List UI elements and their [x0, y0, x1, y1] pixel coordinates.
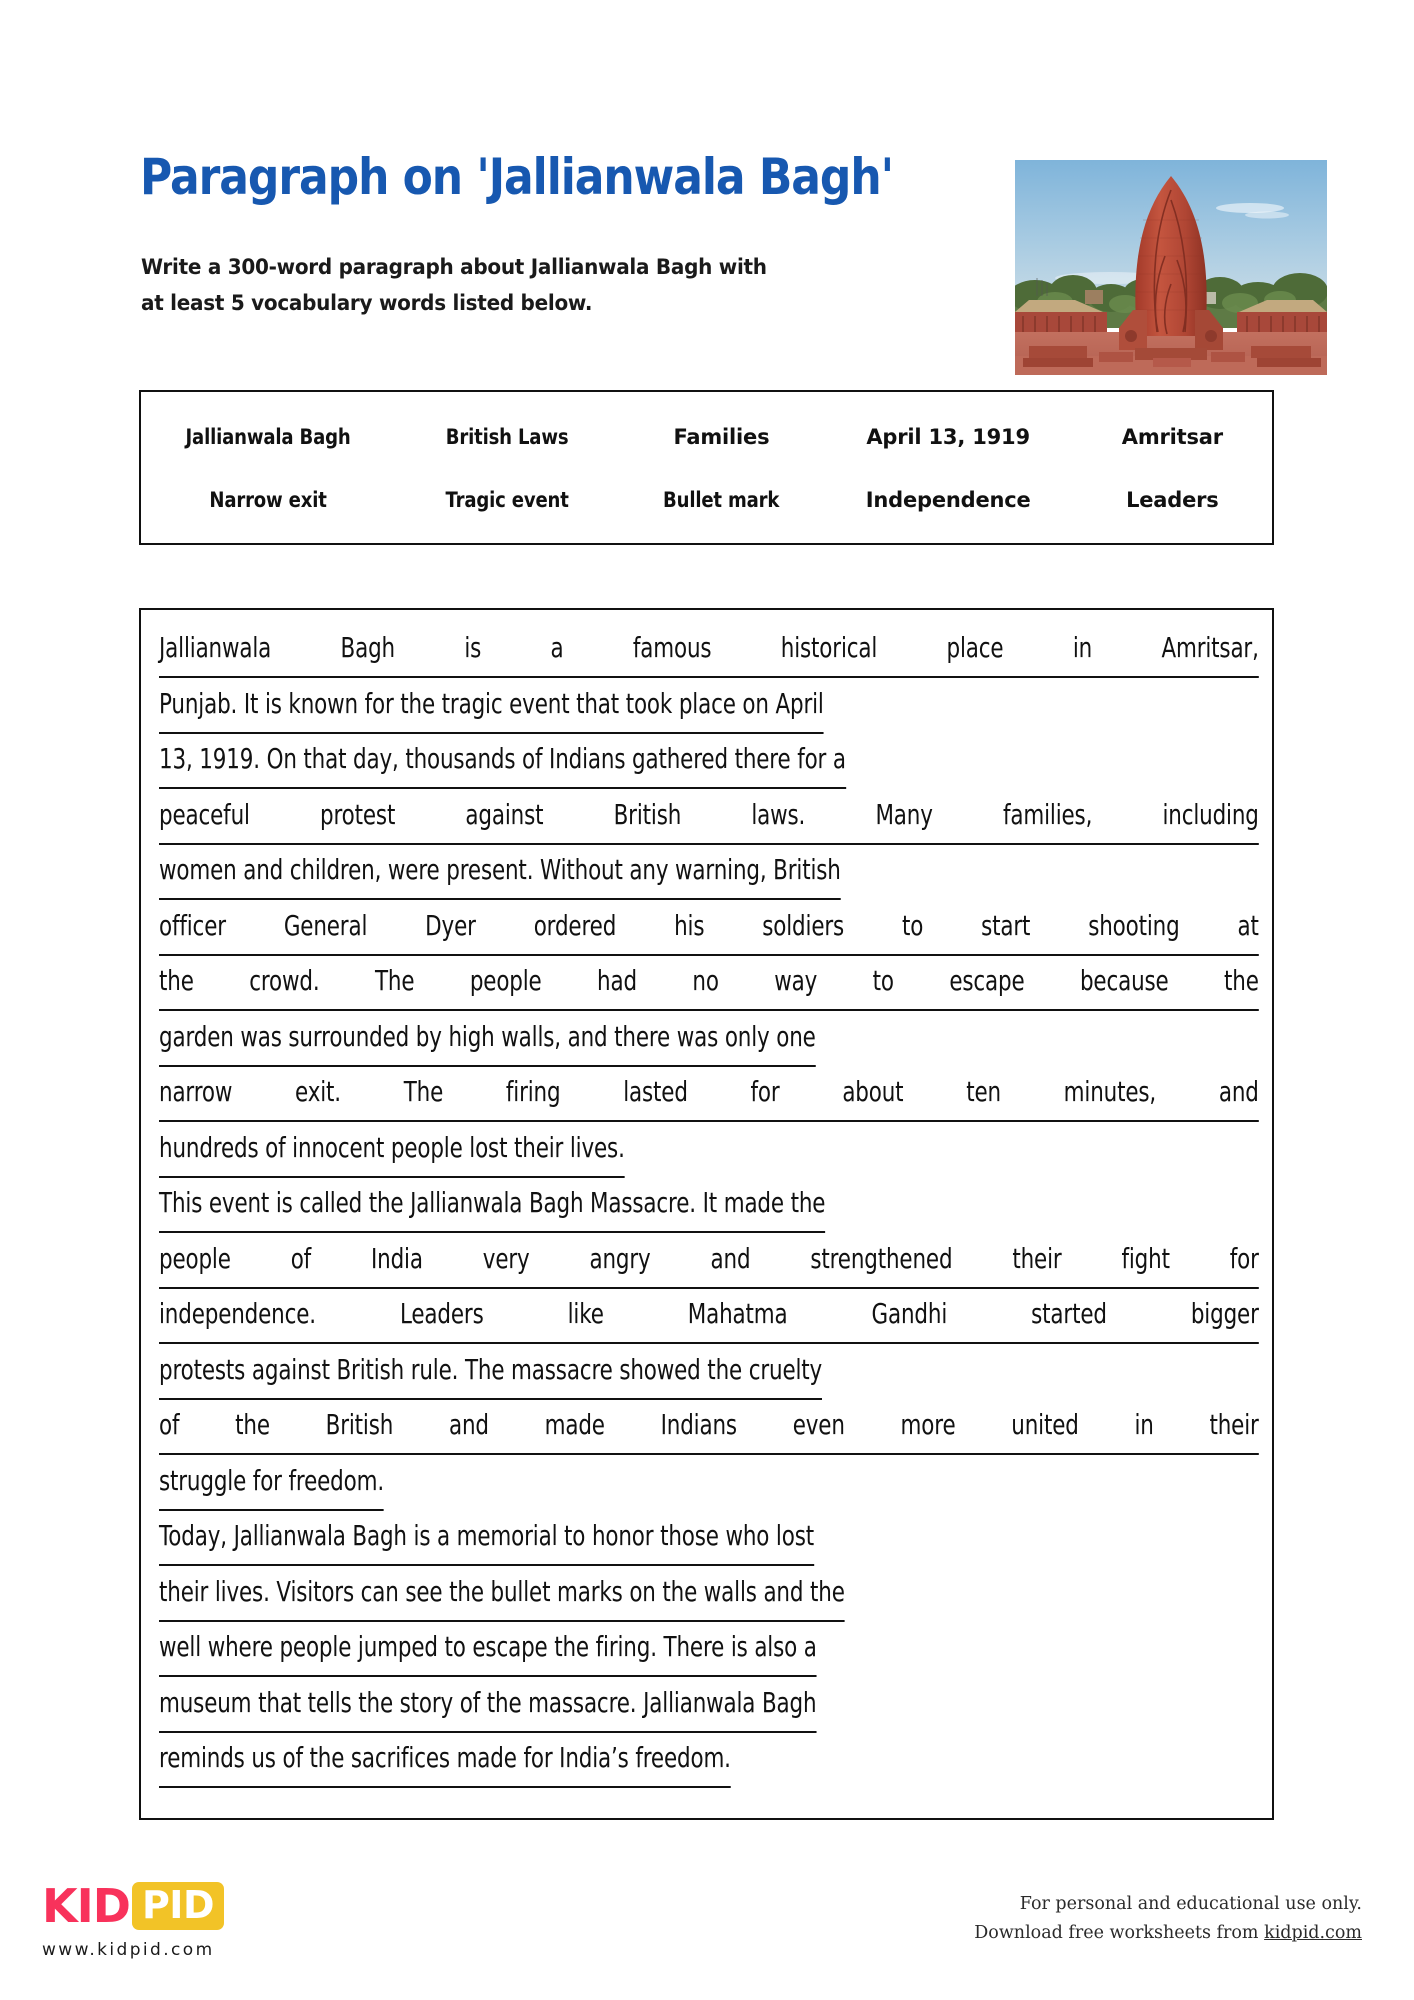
credit-line-2-prefix: Download free worksheets from [974, 1923, 1265, 1943]
paragraph-line [159, 1179, 1254, 1235]
paragraph-word: made [544, 1409, 605, 1441]
paragraph-word: united [1011, 1409, 1079, 1441]
paragraph-line [159, 624, 1259, 680]
paragraph-word: Many [875, 798, 933, 831]
paragraph-word: place [946, 632, 1004, 664]
paragraph-line-text [159, 1068, 1259, 1122]
paragraph-word: The [374, 965, 415, 997]
vocabulary-word: Leaders [1126, 488, 1219, 512]
paragraph-line-text: museum that tells the story of the massacre. Jallianwala Bagh [159, 1679, 816, 1733]
paragraph-line-text: hundreds of innocent people lost their lives. [159, 1124, 625, 1178]
kidpid-logo [42, 1880, 342, 1960]
paragraph-word: his [674, 909, 705, 942]
paragraph-word: no [692, 965, 719, 997]
paragraph-word: Amritsar, [1161, 632, 1259, 664]
paragraph-word: including [1162, 798, 1259, 831]
logo-website-url: www.kidpid.com [42, 1940, 215, 1960]
paragraph-line-text: protests against British rule. The massacre showed the cruelty [159, 1346, 822, 1400]
instruction-line-2: at least 5 vocabulary words listed below. [141, 291, 593, 316]
paragraph-word: firing [505, 1076, 561, 1108]
answer-paragraph-box[interactable] [139, 608, 1274, 1820]
paragraph-word: to [872, 965, 894, 997]
paragraph-line [159, 680, 1254, 736]
paragraph-line-text [159, 1290, 1259, 1344]
paragraph-word: fight [1121, 1242, 1170, 1275]
paragraph-word: British [325, 1409, 394, 1441]
paragraph-line-text [159, 957, 1259, 1011]
paragraph-line-text [159, 1235, 1259, 1289]
paragraph-word: of [290, 1242, 312, 1275]
jallianwala-bagh-memorial-photo [1015, 160, 1327, 375]
credit-line-1: For personal and educational use only. [1019, 1894, 1362, 1914]
vocabulary-word: Independence [865, 488, 1031, 512]
paragraph-line-text: women and children, were present. Without any warning, British [159, 846, 841, 900]
paragraph-word: people [469, 965, 542, 997]
paragraph-word: laws. [751, 798, 806, 831]
paragraph-line [159, 1568, 1254, 1624]
paragraph-word: in [1134, 1409, 1154, 1441]
worksheet-header [0, 0, 1414, 390]
paragraph-word: soldiers [762, 909, 845, 942]
paragraph-word: the [159, 965, 194, 997]
logo-pid-text: PID [132, 1882, 224, 1930]
vocabulary-word: Families [673, 425, 770, 449]
logo-kid-text: KID [42, 1879, 130, 1933]
credits-block [974, 1890, 1362, 1948]
paragraph-line [159, 1457, 1254, 1513]
paragraph-line-text [159, 902, 1259, 956]
paragraph-word: for [1229, 1242, 1259, 1275]
paragraph-word: more [900, 1409, 956, 1441]
paragraph-word: famous [632, 632, 712, 664]
instruction-line-1: Write a 300-word paragraph about Jallianwala Bagh with [141, 255, 767, 280]
paragraph-word: about [842, 1076, 904, 1108]
paragraph-word: Gandhi [871, 1298, 948, 1330]
kidpid-download-link[interactable]: kidpid.com [1264, 1923, 1362, 1943]
vocabulary-word: Jallianwala Bagh [185, 425, 351, 449]
vocabulary-word: Narrow exit [209, 488, 327, 512]
paragraph-word: Leaders [399, 1298, 484, 1330]
paragraph-word: at [1237, 909, 1259, 942]
paragraph-word: minutes, [1063, 1076, 1157, 1108]
vocabulary-row-1 [141, 412, 1272, 462]
paragraph-word: Bagh [340, 632, 395, 664]
paragraph-line [159, 791, 1259, 847]
paragraph-word: of [159, 1409, 180, 1441]
paragraph-line [159, 1235, 1259, 1291]
paragraph-line [159, 1401, 1259, 1457]
paragraph-word: strengthened [810, 1242, 953, 1275]
paragraph-word: to [901, 909, 924, 942]
vocabulary-word-bank [139, 390, 1274, 545]
paragraph-word: had [597, 965, 637, 997]
paragraph-line [159, 1068, 1259, 1124]
paragraph-word: independence. [159, 1298, 316, 1330]
paragraph-line [159, 1290, 1259, 1346]
paragraph-word: the [235, 1409, 270, 1441]
paragraph-line-text: garden was surrounded by high walls, and there was only one [159, 1013, 816, 1067]
paragraph-word: British [613, 798, 682, 831]
paragraph-line [159, 735, 1254, 791]
vocabulary-word: Amritsar [1121, 425, 1223, 449]
paragraph-word: started [1031, 1298, 1107, 1330]
paragraph-word: people [159, 1242, 231, 1275]
paragraph-word: General [283, 909, 368, 942]
paragraph-word: bigger [1190, 1298, 1259, 1330]
paragraph-word: peaceful [159, 798, 250, 831]
paragraph-line-text: Punjab. It is known for the tragic event that took place on April [159, 680, 824, 734]
paragraph-word: way [774, 965, 818, 997]
paragraph-word: officer [159, 909, 226, 942]
paragraph-word: and [448, 1409, 489, 1441]
paragraph-word: Jallianwala [159, 632, 272, 664]
paragraph-line-text: reminds us of the sacrifices made for India’s freedom. [159, 1734, 731, 1788]
paragraph-word: shooting [1088, 909, 1180, 942]
instruction-text [141, 250, 792, 322]
paragraph-word: the [1224, 965, 1259, 997]
paragraph-word: against [465, 798, 544, 831]
paragraph-word: in [1072, 632, 1093, 664]
paragraph-line-text [159, 1401, 1259, 1455]
paragraph-word: like [567, 1298, 604, 1330]
credit-line-2 [974, 1919, 1362, 1948]
paragraph-word: lasted [623, 1076, 688, 1108]
paragraph-word: and [1218, 1076, 1259, 1108]
page-title: Paragraph on 'Jallianwala Bagh' [140, 148, 894, 206]
paragraph-word: families, [1002, 798, 1093, 831]
vocabulary-word: Tragic event [445, 488, 569, 512]
paragraph-line [159, 1734, 1254, 1790]
paragraph-word: a [550, 632, 564, 664]
paragraph-line-text [159, 624, 1259, 678]
paragraph-line [159, 957, 1259, 1013]
paragraph-word: start [981, 909, 1031, 942]
paragraph-word: and [710, 1242, 751, 1275]
paragraph-word: escape [949, 965, 1025, 997]
paragraph-line-text: their lives. Visitors can see the bullet marks on the walls and the [159, 1568, 845, 1622]
paragraph-word: The [403, 1076, 444, 1108]
paragraph-line-text [159, 791, 1259, 845]
paragraph-line-text: well where people jumped to escape the firing. There is also a [159, 1623, 817, 1677]
paragraph-word: Indians [660, 1409, 737, 1441]
paragraph-word: protest [320, 798, 396, 831]
paragraph-word: India [370, 1242, 423, 1275]
paragraph-line [159, 1512, 1254, 1568]
paragraph-word: exit. [295, 1076, 341, 1108]
paragraph-word: ten [966, 1076, 1001, 1108]
worksheet-footer [0, 1860, 1414, 2000]
vocabulary-row-2 [141, 475, 1272, 525]
vocabulary-word: April 13, 1919 [866, 425, 1030, 449]
paragraph-word: angry [589, 1242, 651, 1275]
vocabulary-word: Bullet mark [663, 488, 780, 512]
vocabulary-word: British Laws [445, 425, 569, 449]
paragraph-line [159, 1013, 1254, 1069]
paragraph-line [159, 1346, 1254, 1402]
paragraph-line [159, 902, 1259, 958]
paragraph-word: ordered [533, 909, 617, 942]
paragraph-line [159, 1623, 1254, 1679]
paragraph-word: even [792, 1409, 845, 1441]
paragraph-word: their [1012, 1242, 1062, 1275]
paragraph-word: very [482, 1242, 530, 1275]
paragraph-word: historical [780, 632, 878, 664]
handwritten-paragraph[interactable] [159, 624, 1259, 1790]
paragraph-line-text: Today, Jallianwala Bagh is a memorial to honor those who lost [159, 1512, 814, 1566]
paragraph-word: is [464, 632, 482, 664]
paragraph-word: Dyer [425, 909, 476, 942]
paragraph-line-text: 13, 1919. On that day, thousands of Indians gathered there for a [159, 735, 846, 789]
paragraph-word: narrow [159, 1076, 233, 1108]
paragraph-word: for [750, 1076, 780, 1108]
paragraph-line-text: This event is called the Jallianwala Bagh Massacre. It made the [159, 1179, 825, 1233]
paragraph-word: their [1209, 1409, 1259, 1441]
paragraph-word: because [1079, 965, 1169, 997]
paragraph-line [159, 1124, 1254, 1180]
paragraph-word: Mahatma [687, 1298, 788, 1330]
paragraph-line [159, 1679, 1254, 1735]
paragraph-line [159, 846, 1254, 902]
paragraph-word: crowd. [249, 965, 320, 997]
paragraph-line-text: struggle for freedom. [159, 1457, 384, 1511]
